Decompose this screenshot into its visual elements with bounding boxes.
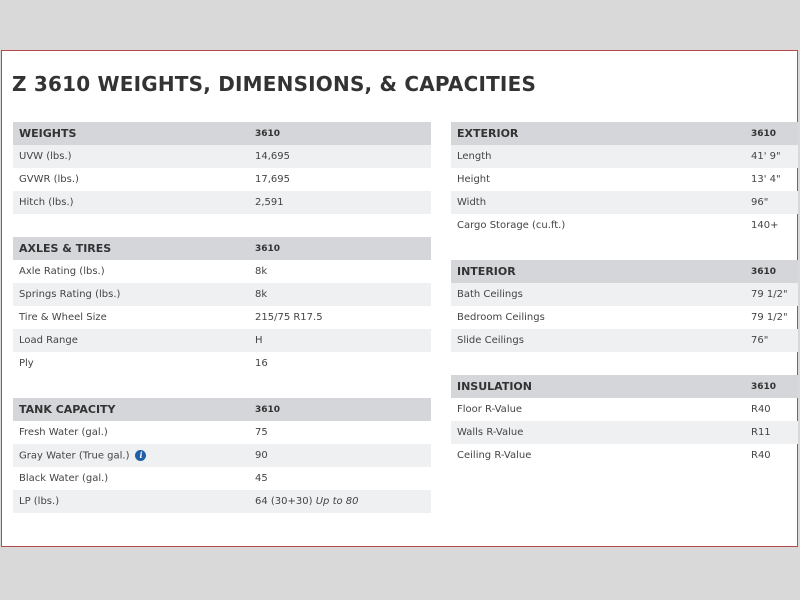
spec-value: R40 [751, 404, 771, 415]
spec-value: 215/75 R17.5 [255, 312, 323, 323]
spec-label: Fresh Water (gal.) [19, 427, 108, 438]
spec-label: Width [451, 191, 745, 214]
spec-label: Tire & Wheel Size [19, 312, 107, 323]
spec-label: GVWR (lbs.) [19, 174, 79, 185]
spec-value: 75 [255, 427, 268, 438]
model-column-header: 3610 [249, 237, 431, 260]
exterior-table [451, 122, 798, 237]
weights-table [13, 122, 431, 214]
table-row [13, 145, 431, 168]
spec-label: Floor R-Value [457, 404, 523, 415]
spec-value: 41' 9" [745, 145, 798, 168]
table-header [13, 398, 431, 421]
spec-label: Height [457, 174, 491, 185]
table-row [451, 191, 798, 214]
table-row [451, 283, 798, 306]
spec-value: 45 [255, 473, 268, 484]
spec-value: 8k [255, 266, 268, 277]
table-header [13, 122, 431, 145]
spec-value: H [249, 329, 431, 352]
spec-value: 16 [255, 358, 268, 369]
spec-value: 79 1/2" [745, 283, 798, 306]
spec-value: 17,695 [255, 174, 290, 185]
model-column-header: 3610 [249, 398, 431, 421]
spec-label: Bedroom Ceilings [457, 312, 545, 323]
table-row [13, 352, 431, 375]
spec-label: Black Water (gal.) [19, 473, 109, 484]
table-row [13, 260, 431, 283]
table-row [13, 283, 431, 306]
spec-value: 96" [745, 191, 798, 214]
spec-label: Walls R-Value [451, 421, 745, 444]
spec-value: 8k [249, 283, 431, 306]
spec-label: Ceiling R-Value [457, 450, 532, 461]
table-row [451, 398, 798, 421]
spec-label: LP (lbs.) [13, 490, 249, 513]
table-row [13, 168, 431, 191]
interior-table [451, 260, 798, 352]
spec-label: Axle Rating (lbs.) [19, 266, 105, 277]
table-header [451, 260, 798, 283]
table-header [13, 237, 431, 260]
spec-label: Bath Ceilings [451, 283, 745, 306]
table-row [13, 444, 431, 467]
table-row [13, 306, 431, 329]
tank-capacity-table [13, 398, 431, 513]
table-row [451, 444, 798, 467]
section-title: EXTERIOR [451, 122, 745, 145]
table-row [13, 191, 431, 214]
spec-label: Length [451, 145, 745, 168]
spec-value: 13' 4" [751, 174, 781, 185]
section-title: WEIGHTS [13, 122, 249, 145]
section-title: INSULATION [451, 375, 745, 398]
spec-value: R40 [751, 450, 771, 461]
table-row [13, 467, 431, 490]
model-column-header: 3610 [249, 122, 431, 145]
spec-value: 76" [745, 329, 798, 352]
model-column-header: 3610 [745, 260, 798, 283]
table-header [451, 375, 798, 398]
spec-label: Hitch (lbs.) [13, 191, 249, 214]
table-row [13, 421, 431, 444]
spec-value-cell [249, 490, 431, 513]
table-row [451, 214, 798, 237]
spec-value: 14,695 [249, 145, 431, 168]
spec-value: 64 (30+30) [255, 496, 313, 507]
spec-label: Gray Water (True gal.) [19, 450, 130, 462]
table-row [451, 329, 798, 352]
spec-label: Load Range [13, 329, 249, 352]
spec-label: Cargo Storage (cu.ft.) [457, 220, 566, 231]
spec-label: Slide Ceilings [451, 329, 745, 352]
table-row [451, 145, 798, 168]
spec-value: 90 [249, 444, 431, 467]
axles-tires-table [13, 237, 431, 375]
table-row [13, 329, 431, 352]
table-row [451, 421, 798, 444]
spec-label-cell [13, 444, 249, 467]
section-title: AXLES & TIRES [13, 237, 249, 260]
table-header [451, 122, 798, 145]
info-icon[interactable]: i [135, 450, 146, 461]
model-column-header: 3610 [745, 122, 798, 145]
table-row [451, 168, 798, 191]
page-title: Z 3610 WEIGHTS, DIMENSIONS, & CAPACITIES [12, 72, 537, 96]
spec-value: R11 [745, 421, 798, 444]
section-title: INTERIOR [451, 260, 745, 283]
table-row [451, 306, 798, 329]
spec-value: 140+ [751, 220, 779, 231]
spec-label: Ply [19, 358, 34, 369]
spec-value-note: Up to 80 [315, 496, 359, 507]
section-title: TANK CAPACITY [13, 398, 249, 421]
model-column-header: 3610 [745, 375, 798, 398]
spec-label: UVW (lbs.) [13, 145, 249, 168]
insulation-table [451, 375, 798, 467]
spec-value: 79 1/2" [751, 312, 788, 323]
table-row [13, 490, 431, 513]
spec-label: Springs Rating (lbs.) [13, 283, 249, 306]
spec-value: 2,591 [249, 191, 431, 214]
